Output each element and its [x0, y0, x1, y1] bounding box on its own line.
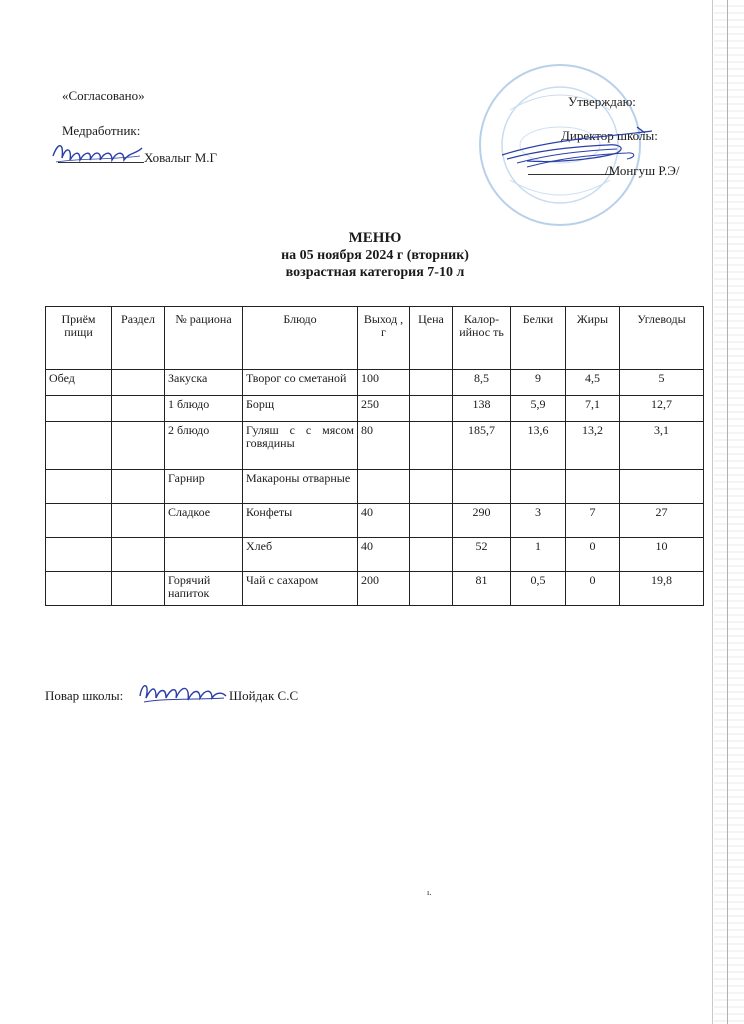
cell-fats: 0 [566, 572, 620, 606]
cell-ration: 1 блюдо [165, 396, 243, 422]
cell-meal [46, 396, 112, 422]
cell-calories: 185,7 [453, 422, 511, 470]
cell-price [410, 470, 453, 504]
cell-meal [46, 504, 112, 538]
cell-section [112, 572, 165, 606]
table-header-row [46, 307, 704, 370]
cell-carbs: 5 [620, 370, 704, 396]
cell-price [410, 396, 453, 422]
medic-label: Медработник: [62, 123, 141, 138]
menu-title-block [200, 230, 550, 281]
col-header-section: Раздел [112, 307, 165, 370]
cell-ration: Гарнир [165, 470, 243, 504]
cell-section [112, 370, 165, 396]
cell-dish: Конфеты [243, 504, 358, 538]
cell-meal: Обед [46, 370, 112, 396]
cell-calories: 52 [453, 538, 511, 572]
cell-dish: Гуляш с с мясом говядины [243, 422, 358, 470]
cell-fats: 4,5 [566, 370, 620, 396]
cell-calories [453, 470, 511, 504]
col-header-price: Цена [410, 307, 453, 370]
table-row [46, 538, 704, 572]
cook-label: Повар школы: [45, 688, 124, 703]
cell-calories: 81 [453, 572, 511, 606]
cell-calories: 290 [453, 504, 511, 538]
cell-proteins: 0,5 [511, 572, 566, 606]
cell-calories: 138 [453, 396, 511, 422]
col-header-output: Выход , г [358, 307, 410, 370]
cell-ration: Горячий напиток [165, 572, 243, 606]
cell-ration [165, 538, 243, 572]
cell-dish: Хлеб [243, 538, 358, 572]
table-row [46, 470, 704, 504]
cell-fats [566, 470, 620, 504]
cell-price [410, 572, 453, 606]
cell-output: 40 [358, 538, 410, 572]
cell-ration: Закуска [165, 370, 243, 396]
cell-section [112, 470, 165, 504]
cell-meal [46, 422, 112, 470]
scan-dot-artifact: ı. [427, 888, 432, 897]
scan-line-artifact [712, 0, 713, 1024]
cell-meal [46, 572, 112, 606]
cell-proteins: 9 [511, 370, 566, 396]
cell-fats: 0 [566, 538, 620, 572]
cell-dish: Чай с сахаром [243, 572, 358, 606]
col-header-proteins: Белки [511, 307, 566, 370]
cell-proteins: 13,6 [511, 422, 566, 470]
cell-proteins: 1 [511, 538, 566, 572]
director-sign-line [528, 174, 614, 175]
cell-output: 80 [358, 422, 410, 470]
cell-carbs: 19,8 [620, 572, 704, 606]
table-row [46, 396, 704, 422]
cell-meal [46, 538, 112, 572]
col-header-calories: Калор-ийнос ть [453, 307, 511, 370]
cell-ration: 2 блюдо [165, 422, 243, 470]
cell-price [410, 504, 453, 538]
menu-date: на 05 ноября 2024 г (вторник) [281, 248, 469, 263]
table-row [46, 370, 704, 396]
approve-label: Утверждаю: [568, 94, 636, 109]
menu-table [45, 306, 704, 606]
cell-output: 250 [358, 396, 410, 422]
cell-fats: 7,1 [566, 396, 620, 422]
cell-proteins: 3 [511, 504, 566, 538]
cell-carbs: 10 [620, 538, 704, 572]
director-label: Директор школы: [561, 128, 658, 143]
cell-proteins: 5,9 [511, 396, 566, 422]
medic-sign-line [58, 162, 144, 163]
menu-age-category: возрастная категория 7-10 л [285, 265, 465, 280]
cell-section [112, 504, 165, 538]
cell-output: 40 [358, 504, 410, 538]
col-header-fats: Жиры [566, 307, 620, 370]
cell-dish: Макароны отварные [243, 470, 358, 504]
table-row [46, 504, 704, 538]
cell-price [410, 422, 453, 470]
cell-section [112, 396, 165, 422]
cell-section [112, 422, 165, 470]
col-header-meal: Приём пищи [46, 307, 112, 370]
cell-proteins [511, 470, 566, 504]
scan-line-artifact [727, 0, 728, 1024]
director-name: /Монгуш Р.Э/ [605, 163, 680, 178]
cell-section [112, 538, 165, 572]
cell-fats: 13,2 [566, 422, 620, 470]
cell-meal [46, 470, 112, 504]
cell-calories: 8,5 [453, 370, 511, 396]
approved-label: «Согласовано» [62, 88, 145, 103]
cell-carbs: 3,1 [620, 422, 704, 470]
cell-carbs [620, 470, 704, 504]
cook-name: Шойдак С.С [229, 688, 299, 703]
cell-fats: 7 [566, 504, 620, 538]
cook-signature-icon [136, 676, 228, 706]
page-title: МЕНЮ [348, 230, 402, 246]
cell-price [410, 538, 453, 572]
col-header-ration: № рациона [165, 307, 243, 370]
col-header-dish: Блюдо [243, 307, 358, 370]
cell-output [358, 470, 410, 504]
cell-output: 100 [358, 370, 410, 396]
cell-ration: Сладкое [165, 504, 243, 538]
cell-carbs: 27 [620, 504, 704, 538]
medic-name: Ховалыг М.Г [144, 150, 218, 165]
cell-carbs: 12,7 [620, 396, 704, 422]
cell-dish: Творог со сметаной [243, 370, 358, 396]
scan-edge-artifact [714, 0, 744, 1024]
cell-dish: Борщ [243, 396, 358, 422]
table-row [46, 422, 704, 470]
table-row [46, 572, 704, 606]
cell-price [410, 370, 453, 396]
medic-signature-icon [50, 138, 146, 168]
col-header-carbs: Углеводы [620, 307, 704, 370]
cell-output: 200 [358, 572, 410, 606]
